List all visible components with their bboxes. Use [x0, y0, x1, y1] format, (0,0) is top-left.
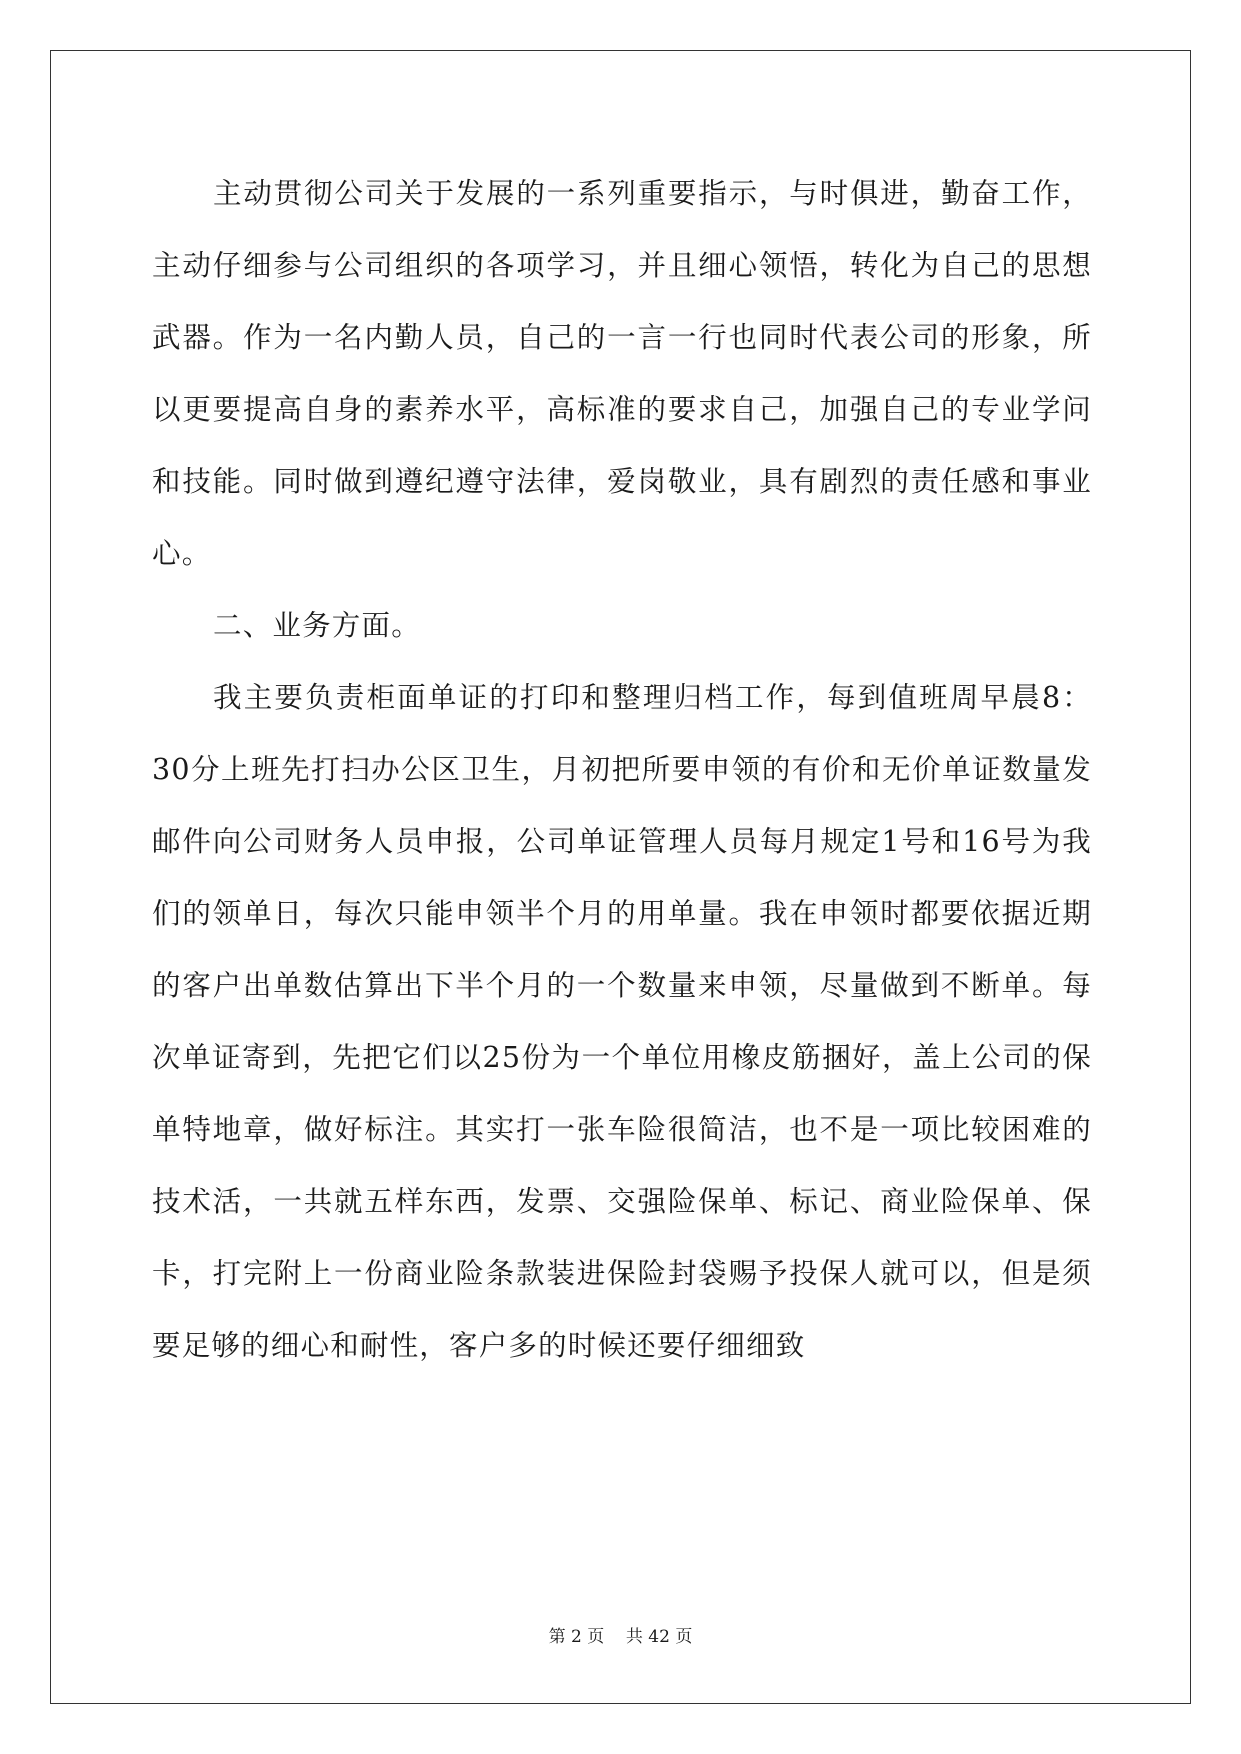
paragraph-1: 主动贯彻公司关于发展的一系列重要指示，与时俱进，勤奋工作，主动仔细参与公司组织的各项学习，并且细心领悟，转化为自己的思想武器。作为一名内勤人员，自己的一言一行也同时代表公司的形象，所以更要提高自身的素养水平，高标准的要求自己，加强自己的专业学问和技能。同时做到遵纪遵守法律，爱岗敬业，具有剧烈的责任感和事业心。 [152, 177, 1092, 570]
page-total: 共 42 页 [625, 1627, 693, 1647]
page-footer [0, 1622, 1241, 1647]
paragraph-2-heading: 二、业务方面。 [213, 609, 421, 642]
page-number: 第 2 页 [548, 1627, 605, 1647]
document-body [152, 158, 1092, 1382]
paragraph-3: 我主要负责柜面单证的打印和整理归档工作，每到值班周早晨8：30分上班先打扫办公区卫生，月初把所要申领的有价和无价单证数量发邮件向公司财务人员申报，公司单证管理人员每月规定1号和16号为我们的领单日，每次只能申领半个月的用单量。我在申领时都要依据近期的客户出单数估算出下半个月的一个数量来申领，尽量做到不断单。每次单证寄到，先把它们以25份为一个单位用橡皮筋捆好，盖上公司的保单特地章，做好标注。其实打一张车险很简洁，也不是一项比较困难的技术活，一共就五样东西，发票、交强险保单、标记、商业险保单、保卡，打完附上一份商业险条款装进保险封袋赐予投保人就可以，但是须要足够的细心和耐性，客户多的时候还要仔细细致 [152, 681, 1092, 1362]
